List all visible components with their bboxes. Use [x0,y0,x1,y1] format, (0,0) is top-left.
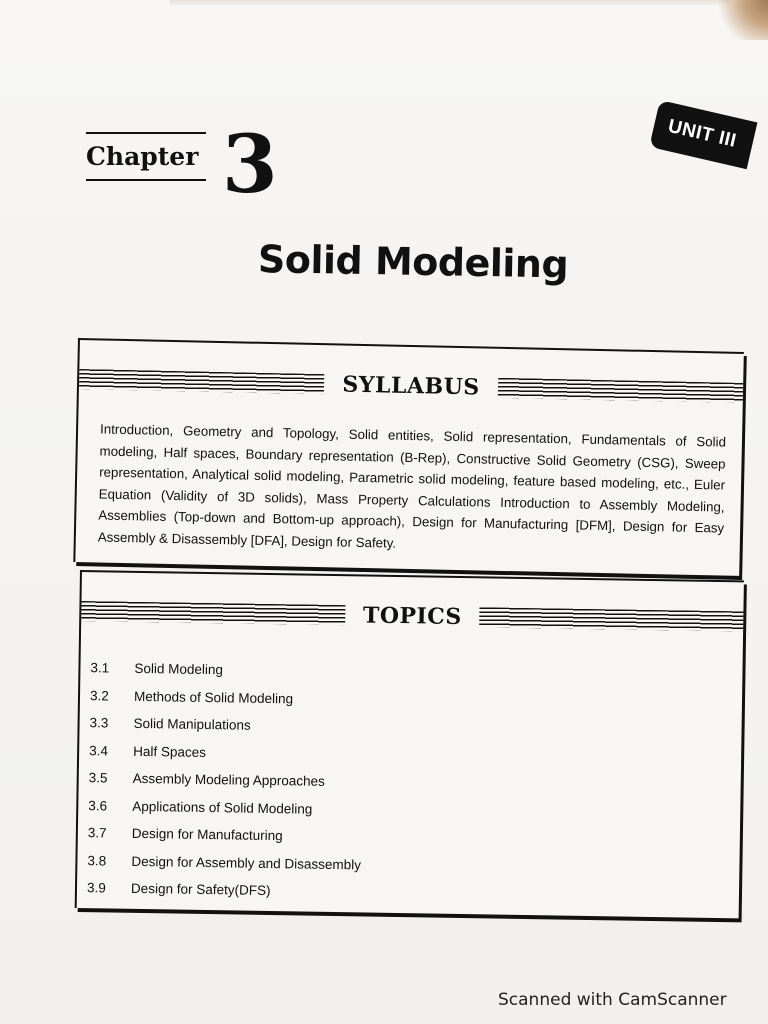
topics-box [75,570,744,918]
topics-heading-row [81,594,743,638]
heading-stripes-right [497,378,743,403]
topic-number: 3.3 [89,715,109,731]
topic-title: Assembly Modeling Approaches [132,771,325,790]
topic-title: Design for Safety(DFS) [130,881,271,899]
topic-title: Solid Manipulations [133,716,251,733]
unit-tab-label: UNIT III [665,115,739,152]
page-corner-shadow [708,0,768,40]
syllabus-box [73,338,744,576]
topic-title: Solid Modeling [134,661,224,678]
topics-list [87,654,711,911]
chapter-rule-top [86,132,206,134]
topic-number: 3.2 [89,687,109,704]
topic-number: 3.9 [86,880,106,896]
topics-heading: TOPICS [362,602,462,630]
syllabus-heading-row [79,362,744,410]
syllabus-text: Introduction, Geometry and Topology, Solid entities, Solid representation, Fundamentals of Solid modeling, Half spaces, Boundary representation (B-Rep), Constructive Solid Geometry (CSG), Sweep representation, Analytical solid modeling, Parametric solid modeling, feature based modeling, etc., Euler Equation (Validity of 3D solids), Mass Property Calculations Introduction to Assembly Modeling, Assemblies (Top-down and Bottom-up approach), Design for Manufacturing [DFM], Design for Easy Assembly & Disassembly [DFA], Design for Safety. [97,421,727,551]
chapter-number: 3 [222,117,278,211]
chapter-label-block [86,132,206,181]
page-top-edge [170,0,730,6]
topic-title: Half Spaces [133,743,207,760]
topic-number: 3.7 [87,825,107,841]
topic-title: Design for Manufacturing [131,826,283,844]
topic-number: 3.8 [87,852,107,869]
topic-number: 3.4 [89,742,109,759]
scanner-watermark: Scanned with CamScanner [498,990,727,1010]
topic-number: 3.1 [90,660,110,676]
chapter-label: Chapter [86,142,199,171]
heading-stripes-left [79,369,325,394]
topic-title: Design for Assembly and Disassembly [131,853,362,873]
topic-number: 3.6 [88,797,108,814]
unit-tab [649,100,757,169]
chapter-title: Solid Modeling [257,237,569,287]
heading-stripes-left [81,601,345,625]
heading-stripes-right [480,607,744,631]
topic-title: Methods of Solid Modeling [133,688,294,707]
syllabus-heading: SYLLABUS [342,371,480,401]
topic-number: 3.5 [88,770,108,786]
topic-title: Applications of Solid Modeling [132,798,313,817]
chapter-rule-bottom [86,179,206,181]
